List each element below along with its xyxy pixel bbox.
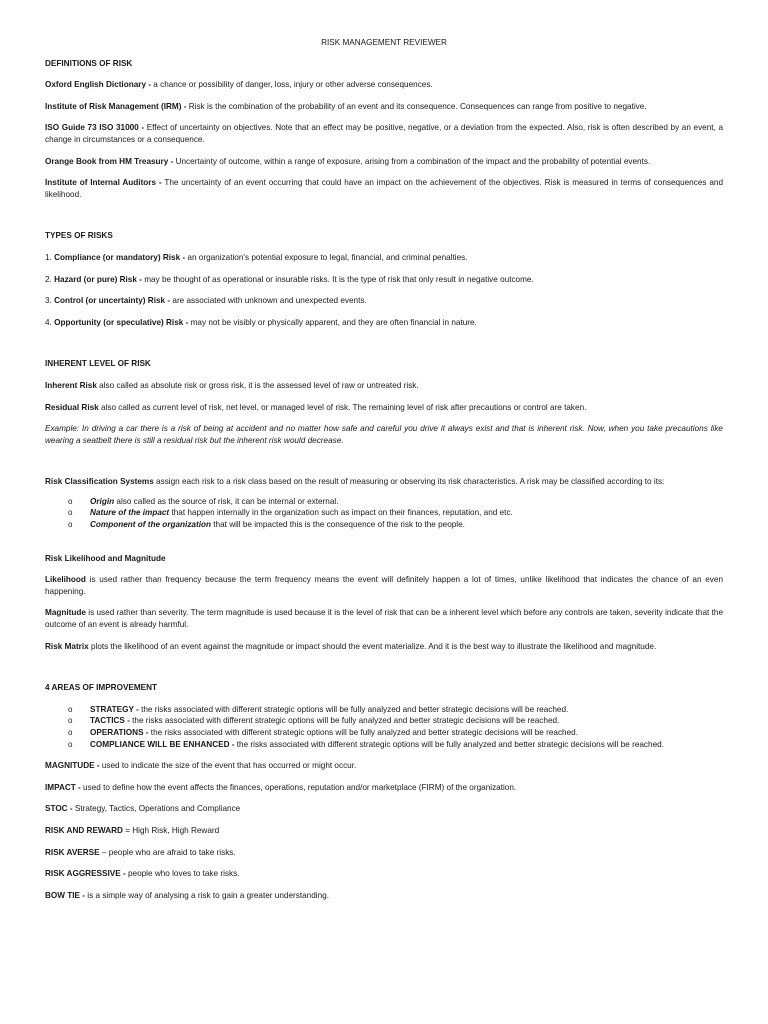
list-item (45, 496, 723, 508)
section-heading-definitions: DEFINITIONS OF RISK (45, 58, 133, 68)
risk-type-item (45, 252, 723, 264)
spacer (45, 662, 723, 682)
section-heading-types: TYPES OF RISKS (45, 231, 113, 241)
classification-text: assign each risk to a risk class based on the result of measuring or observing its risk characteristics. A risk may be classified according to its: (153, 477, 665, 487)
glossary-term: RISK AGGRESSIVE - (45, 869, 126, 879)
list-item-text: the risks associated with different strategic options will be fully analyzed and better strategic decisions will be reached. (129, 716, 560, 726)
list-item-text: that happen internally in the organization such as impact on their finances, reputation, and etc. (169, 508, 513, 518)
risk-type-term: Compliance (or mandatory) Risk - (54, 252, 186, 262)
list-item-term: TACTICS - (90, 716, 130, 726)
glossary-entry (45, 868, 723, 880)
definition-text: Risk is the combination of the probability of an event and its consequence. Consequences can range from positive to negative. (186, 101, 647, 111)
spacer (45, 456, 723, 476)
definition-text: Uncertainty of outcome, within a range of exposure, arising from a combination of the impact and the probability of potential events. (173, 156, 651, 166)
glossary-text: is a simple way of analysing a risk to gain a greater understanding. (85, 890, 329, 900)
definition-paragraph (45, 177, 723, 200)
classification-term: Risk Classification Systems (45, 477, 154, 487)
list-item-text: that will be impacted this is the consequence of the risk to the people. (210, 520, 465, 530)
inherent-text: also called as absolute risk or gross risk, it is the assessed level of raw or untreated risk. (96, 380, 419, 390)
definition-text: The uncertainty of an event occurring that could have an impact on the achievement of the objectives. Risk is measured in terms of consequences and likelihood. (45, 178, 723, 199)
section-heading-areas: 4 AREAS OF IMPROVEMENT (45, 683, 158, 693)
likelihood-term: Magnitude (45, 608, 86, 618)
glossary-entry (45, 890, 723, 902)
list-item-text: the risks associated with different strategic options will be fully analyzed and better strategic decisions will be reached. (138, 704, 569, 714)
inherent-term: Residual Risk (45, 402, 99, 412)
risk-type-item (45, 274, 723, 286)
definition-term: Oxford English Dictionary - (45, 80, 151, 90)
definition-term: ISO Guide 73 ISO 31000 - (45, 123, 145, 133)
glossary-entry (45, 803, 723, 815)
document-body (45, 37, 723, 911)
definition-text: a chance or possibility of danger, loss, injury or other adverse consequences. (151, 80, 433, 90)
risk-type-item (45, 295, 723, 307)
list-item-term: OPERATIONS - (90, 728, 149, 737)
classification-paragraph (45, 476, 723, 488)
likelihood-term: Risk Matrix (45, 641, 89, 651)
likelihood-text: plots the likelihood of an event against the magnitude or impact should the event materialize. And it is the best way to illustrate the likelihood and magnitude. (88, 641, 657, 651)
inherent-term: Inherent Risk (45, 380, 97, 390)
glossary-text: used to indicate the size of the event that has occurred or might occur. (99, 761, 357, 771)
spacer (45, 541, 723, 553)
glossary-term: MAGNITUDE - (45, 761, 100, 771)
risk-type-number: 4. (45, 317, 55, 327)
list-item-text: the risks associated with different strategic options will be fully analyzed and better strategic decisions will be reached. (148, 728, 578, 737)
document-title: RISK MANAGEMENT REVIEWER (321, 38, 447, 47)
list-item-term: Origin (90, 496, 115, 506)
bullet-mark: o (68, 739, 73, 749)
section-heading-inherent: INHERENT LEVEL OF RISK (45, 359, 151, 369)
likelihood-text: is used rather than frequency because the term frequency means the event will definitely happen a lot of times, unlike likelihood that indicates the chance of an even happening. (45, 575, 723, 596)
risk-type-text: may not be visibly or physically apparent, and they are often financial in nature. (188, 317, 477, 327)
bullet-mark: o (68, 508, 73, 518)
example-paragraph: Example: In driving a car there is a risk of being at accident and no matter how safe and careful you drive it always exist and that is inherent risk. Now, when you take precautions like wearing a seatbelt there is still a residual risk but the inherent risk would decrease. (45, 424, 723, 445)
list-item (45, 519, 723, 531)
risk-type-text: an organization's potential exposure to legal, financial, and criminal penalties. (185, 252, 468, 262)
bullet-mark: o (68, 496, 73, 506)
likelihood-paragraph (45, 607, 723, 630)
list-item-term: Nature of the impact (90, 508, 170, 518)
glossary-entry (45, 825, 723, 837)
risk-type-number: 1. (45, 252, 55, 262)
risk-type-text: may be thought of as operational or insurable risks. It is the type of risk that only result in negative outcome. (141, 274, 534, 284)
classification-list (45, 496, 723, 531)
risk-type-term: Hazard (or pure) Risk - (54, 274, 142, 284)
glossary-text: = High Risk, High Reward (122, 825, 220, 835)
list-item-text: the risks associated with different strategic options will be fully analyzed and better strategic decisions will be reached. (234, 739, 664, 749)
definition-term: Institute of Risk Management (IRM) - (45, 101, 187, 111)
list-item-term: COMPLIANCE WILL BE ENHANCED - (90, 739, 235, 749)
likelihood-paragraph (45, 641, 723, 653)
risk-type-item (45, 317, 723, 329)
glossary-text: – people who are afraid to take risks. (99, 847, 236, 857)
likelihood-paragraph (45, 574, 723, 597)
list-item-term: STRATEGY - (90, 704, 139, 714)
risk-type-text: are associated with unknown and unexpected events. (170, 296, 367, 306)
risk-type-term: Control (or uncertainty) Risk - (54, 296, 171, 306)
list-item (45, 715, 723, 727)
inherent-text: also called as current level of risk, net level, or managed level of risk. The remaining level of risk after precautions or control are taken. (98, 402, 587, 412)
list-item-text: also called as the source of risk, it can be internal or external. (114, 496, 339, 506)
glossary-entry (45, 782, 723, 794)
glossary-text: Strategy, Tactics, Operations and Compliance (72, 804, 241, 814)
likelihood-term: Likelihood (45, 575, 86, 585)
glossary-entry (45, 760, 723, 772)
list-item (45, 507, 723, 519)
glossary-term: STOC - (45, 804, 73, 814)
spacer (45, 338, 723, 358)
likelihood-text: is used rather than severity. The term magnitude is used because it is the level of risk that can be a inherent level which before any controls are taken, severity indicate that the outcome of an event is already harmful. (45, 608, 723, 630)
glossary-text: people who loves to take risks. (125, 869, 240, 879)
glossary-term: RISK AND REWARD (45, 825, 123, 835)
bullet-mark: o (68, 716, 73, 726)
definition-paragraph (45, 122, 723, 145)
definition-text: Effect of uncertainty on objectives. Note that an effect may be positive, negative, or a deviation from the expected. Also, risk is often described by an event, a change in circumstances or a consequence. (45, 123, 723, 144)
bullet-mark: o (68, 728, 73, 737)
spacer (45, 210, 723, 230)
list-item-term: Component of the organization (90, 520, 211, 530)
glossary-text: used to define how the event affects the finances, operations, reputation and/or marketplace (FIRM) of the organization. (80, 782, 517, 792)
definition-paragraph (45, 101, 723, 113)
bullet-mark: o (68, 704, 73, 714)
definition-term: Orange Book from HM Treasury - (45, 156, 174, 166)
glossary-entry (45, 847, 723, 859)
inherent-paragraph (45, 380, 723, 392)
risk-type-number: 2. (45, 274, 55, 284)
glossary-term: BOW TIE - (45, 890, 86, 900)
bullet-mark: o (68, 520, 73, 530)
risk-type-term: Opportunity (or speculative) Risk - (54, 317, 189, 327)
inherent-paragraph (45, 402, 723, 414)
list-item (45, 727, 723, 739)
definition-term: Institute of Internal Auditors - (45, 178, 162, 188)
list-item (45, 739, 723, 751)
glossary-term: RISK AVERSE (45, 847, 100, 857)
list-item (45, 704, 723, 716)
risk-type-number: 3. (45, 296, 55, 306)
section-heading-likelihood: Risk Likelihood and Magnitude (45, 553, 166, 563)
glossary-term: IMPACT - (45, 782, 81, 792)
definition-paragraph (45, 79, 723, 91)
definition-paragraph (45, 156, 723, 168)
areas-list (45, 704, 723, 750)
